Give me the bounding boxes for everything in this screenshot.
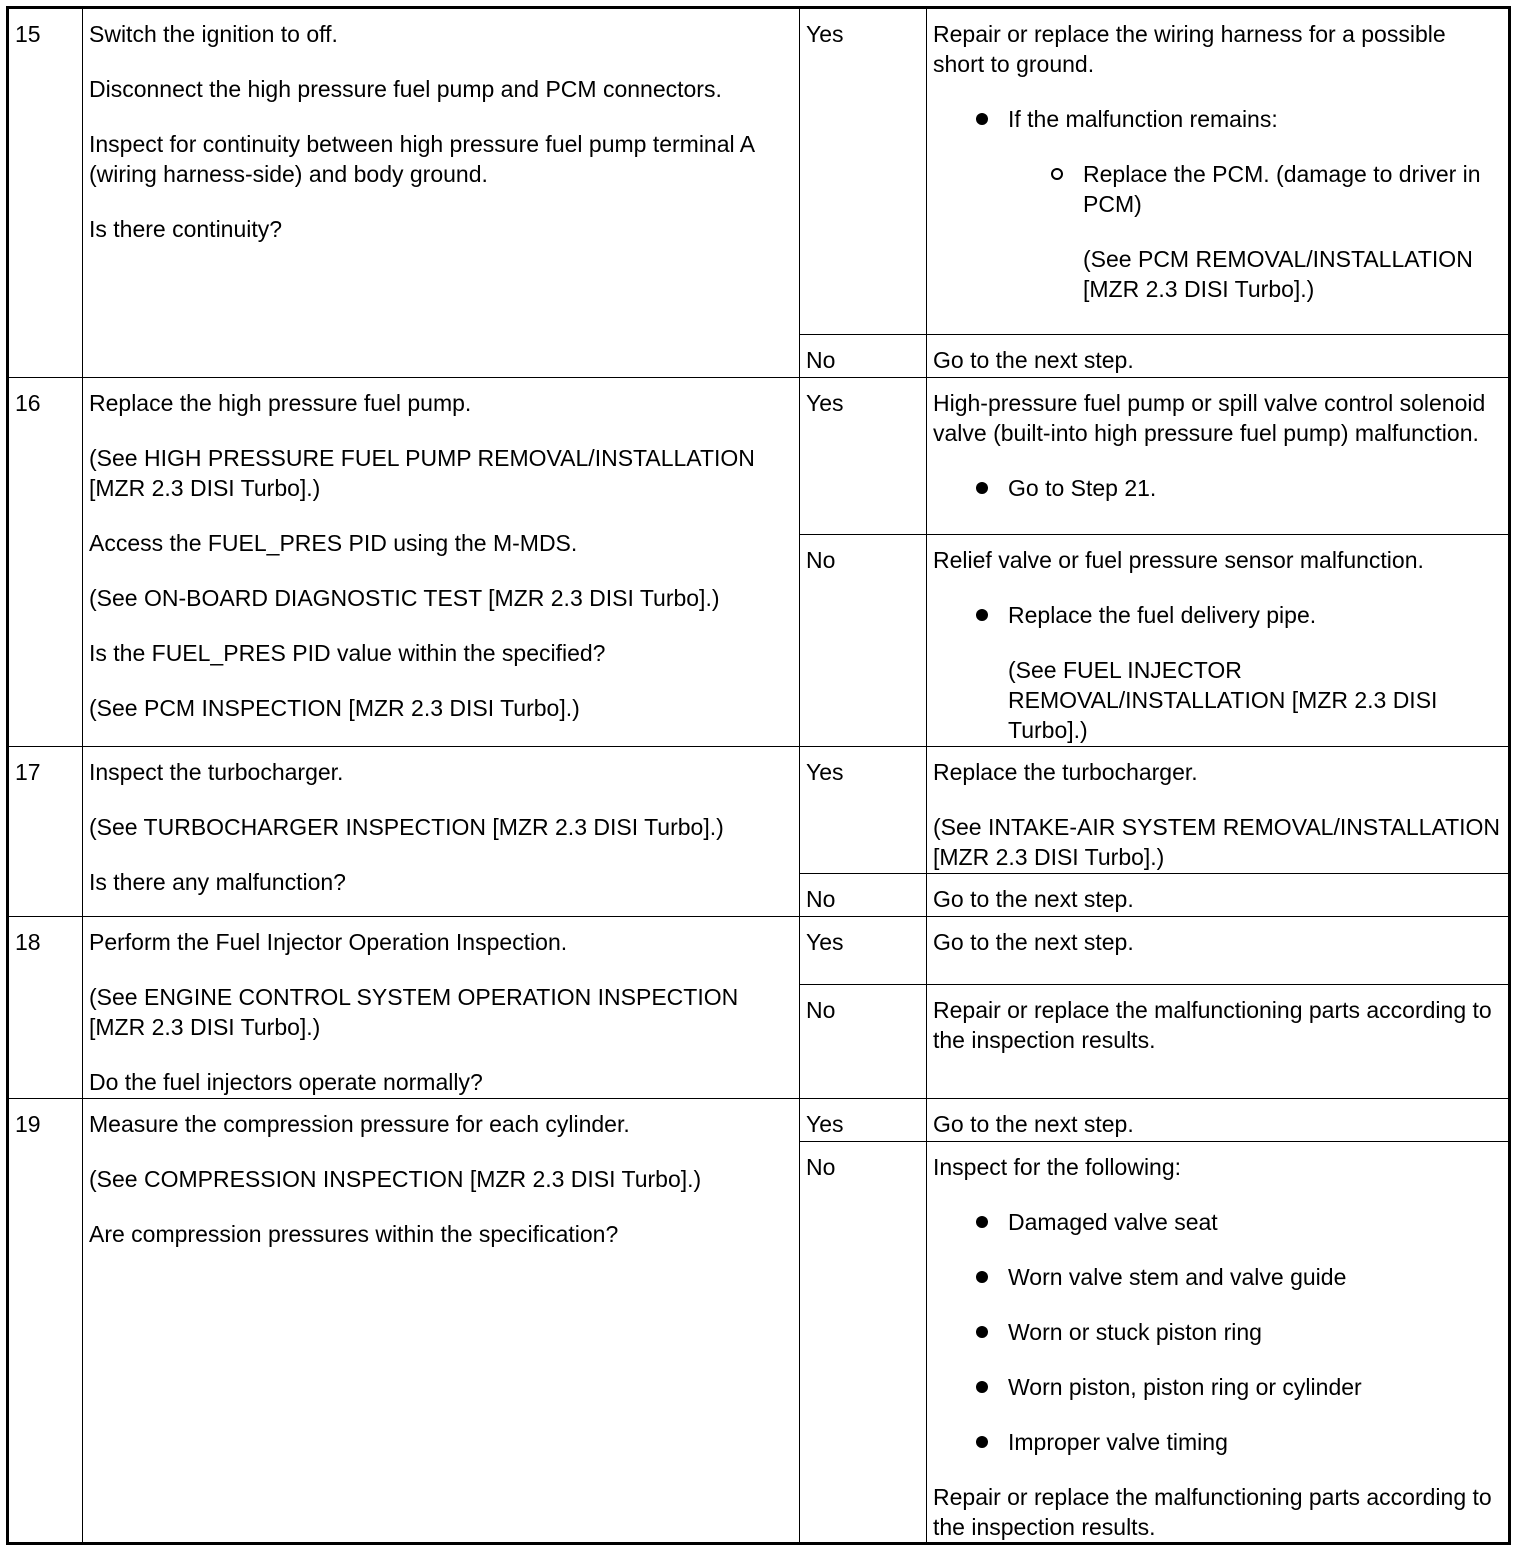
result-text: Repair or replace the wiring harness for a possible short to ground. bbox=[933, 21, 1446, 77]
result-no-action: Go to the next step. bbox=[927, 335, 1510, 378]
reference-note: (See PCM INSPECTION [MZR 2.3 DISI Turbo].) bbox=[89, 695, 580, 721]
bullet-icon bbox=[976, 1216, 988, 1228]
bullet-icon bbox=[976, 1326, 988, 1338]
sub-bullet-list bbox=[1008, 159, 1502, 304]
bullet-text: Improper valve timing bbox=[1008, 1429, 1228, 1455]
bullet-list bbox=[933, 1207, 1502, 1457]
diagnostic-procedure-table bbox=[6, 6, 1511, 1545]
result-no-label: No bbox=[800, 535, 927, 747]
bullet-text: Go to Step 21. bbox=[1008, 475, 1157, 501]
step-action bbox=[83, 378, 800, 747]
list-item bbox=[1008, 104, 1502, 304]
bullet-text: Worn piston, piston ring or cylinder bbox=[1008, 1374, 1362, 1400]
action-text: Perform the Fuel Injector Operation Inspection. bbox=[89, 929, 568, 955]
result-no-action: Go to the next step. bbox=[927, 874, 1510, 917]
step-18-yes-row bbox=[8, 917, 1510, 985]
result-yes-label: Yes bbox=[800, 747, 927, 874]
step-16-yes-row bbox=[8, 378, 1510, 535]
result-yes-action bbox=[927, 8, 1510, 335]
bullet-list bbox=[933, 600, 1502, 745]
action-text: Inspect for continuity between high pressure fuel pump terminal A (wiring harness-side) and body ground. bbox=[89, 131, 754, 187]
action-question: Is there continuity? bbox=[89, 216, 283, 242]
action-question: Is there any malfunction? bbox=[89, 869, 346, 895]
list-item bbox=[1008, 473, 1502, 503]
step-action bbox=[83, 747, 800, 917]
result-yes-action: Go to the next step. bbox=[927, 1099, 1510, 1142]
step-number: 17 bbox=[8, 747, 83, 917]
result-yes-label: Yes bbox=[800, 378, 927, 535]
action-text: Replace the high pressure fuel pump. bbox=[89, 390, 472, 416]
bullet-text: Replace the PCM. (damage to driver in PCM) bbox=[1083, 161, 1481, 217]
result-yes-action bbox=[927, 747, 1510, 874]
result-yes-action bbox=[927, 378, 1510, 535]
action-text: Inspect the turbocharger. bbox=[89, 759, 344, 785]
action-text: Access the FUEL_PRES PID using the M-MDS. bbox=[89, 530, 578, 556]
reference-note: (See ON-BOARD DIAGNOSTIC TEST [MZR 2.3 DISI Turbo].) bbox=[89, 585, 720, 611]
result-footer-text: Repair or replace the malfunctioning parts according to the inspection results. bbox=[933, 1484, 1492, 1540]
list-item bbox=[1008, 600, 1502, 745]
list-item bbox=[1008, 1207, 1502, 1237]
bullet-text: Replace the fuel delivery pipe. bbox=[1008, 602, 1317, 628]
list-item bbox=[1008, 1262, 1502, 1292]
result-no-action bbox=[927, 1142, 1510, 1544]
reference-note: (See PCM REMOVAL/INSTALLATION [MZR 2.3 DISI Turbo].) bbox=[1083, 246, 1473, 302]
step-action bbox=[83, 1099, 800, 1544]
step-number: 15 bbox=[8, 8, 83, 378]
bullet-icon bbox=[976, 482, 988, 494]
step-action bbox=[83, 917, 800, 1099]
result-no-label: No bbox=[800, 874, 927, 917]
bullet-text: Worn or stuck piston ring bbox=[1008, 1319, 1262, 1345]
result-yes-label: Yes bbox=[800, 8, 927, 335]
action-question: Do the fuel injectors operate normally? bbox=[89, 1069, 483, 1095]
bullet-list bbox=[933, 473, 1502, 503]
reference-note bbox=[933, 812, 1508, 872]
step-action bbox=[83, 8, 800, 378]
step-15-yes-row bbox=[8, 8, 1510, 335]
reference-note: (See COMPRESSION INSPECTION [MZR 2.3 DISI Turbo].) bbox=[89, 1166, 702, 1192]
result-text: High-pressure fuel pump or spill valve control solenoid valve (built-into high pressure fuel pump) malfunction. bbox=[933, 390, 1486, 446]
step-number: 19 bbox=[8, 1099, 83, 1544]
bullet-text: Worn valve stem and valve guide bbox=[1008, 1264, 1347, 1290]
action-text: Measure the compression pressure for each cylinder. bbox=[89, 1111, 630, 1137]
result-yes-action: Go to the next step. bbox=[927, 917, 1510, 985]
action-question: Are compression pressures within the specification? bbox=[89, 1221, 619, 1247]
reference-note: (See FUEL INJECTOR REMOVAL/INSTALLATION [MZR 2.3 DISI Turbo].) bbox=[1008, 657, 1438, 743]
list-item bbox=[1008, 1317, 1502, 1347]
bullet-icon bbox=[976, 609, 988, 621]
result-no-action bbox=[927, 535, 1510, 747]
step-19-yes-row bbox=[8, 1099, 1510, 1142]
reference-note: (See ENGINE CONTROL SYSTEM OPERATION INSPECTION [MZR 2.3 DISI Turbo].) bbox=[89, 984, 739, 1040]
action-text: Switch the ignition to off. bbox=[89, 21, 338, 47]
result-no-label: No bbox=[800, 985, 927, 1099]
bullet-list bbox=[933, 104, 1502, 304]
step-number: 16 bbox=[8, 378, 83, 747]
bullet-icon bbox=[976, 1436, 988, 1448]
circle-bullet-icon bbox=[1051, 168, 1063, 180]
result-no-action: Repair or replace the malfunctioning parts according to the inspection results. bbox=[927, 985, 1510, 1099]
result-text: Inspect for the following: bbox=[933, 1154, 1182, 1180]
result-no-label: No bbox=[800, 335, 927, 378]
bullet-icon bbox=[976, 1381, 988, 1393]
reference-note: (See HIGH PRESSURE FUEL PUMP REMOVAL/INSTALLATION [MZR 2.3 DISI Turbo].) bbox=[89, 445, 755, 501]
result-yes-label: Yes bbox=[800, 1099, 927, 1142]
step-number: 18 bbox=[8, 917, 83, 1099]
action-text: Disconnect the high pressure fuel pump and PCM connectors. bbox=[89, 76, 722, 102]
list-item bbox=[1008, 1427, 1502, 1457]
result-text: Relief valve or fuel pressure sensor malfunction. bbox=[933, 547, 1424, 573]
action-question: Is the FUEL_PRES PID value within the specified? bbox=[89, 640, 606, 666]
result-text: Replace the turbocharger. bbox=[933, 759, 1198, 785]
bullet-icon bbox=[976, 1271, 988, 1283]
list-item bbox=[1008, 1372, 1502, 1402]
result-yes-label: Yes bbox=[800, 917, 927, 985]
step-17-yes-row bbox=[8, 747, 1510, 874]
reference-note: (See TURBOCHARGER INSPECTION [MZR 2.3 DISI Turbo].) bbox=[89, 814, 724, 840]
bullet-text: Damaged valve seat bbox=[1008, 1209, 1218, 1235]
reference-note-text: (See INTAKE-AIR SYSTEM REMOVAL/INSTALLATION [MZR 2.3 DISI Turbo].) bbox=[933, 814, 1501, 870]
bullet-icon bbox=[976, 113, 988, 125]
result-no-label: No bbox=[800, 1142, 927, 1544]
bullet-text: If the malfunction remains: bbox=[1008, 106, 1278, 132]
list-item bbox=[1083, 159, 1502, 304]
